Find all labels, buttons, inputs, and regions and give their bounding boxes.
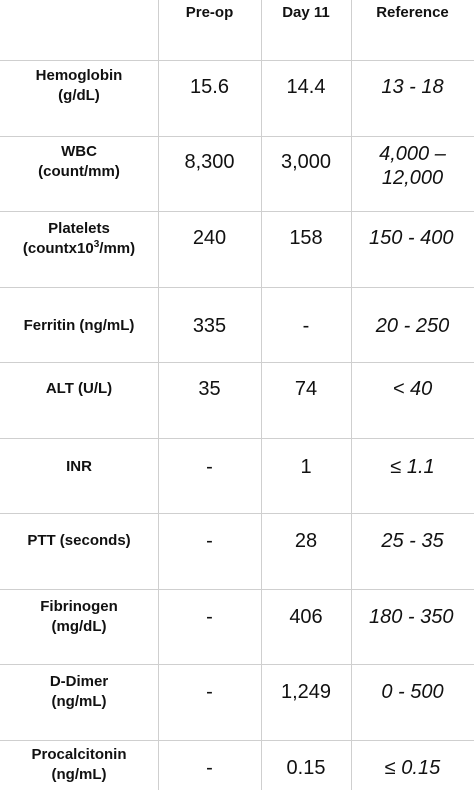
table-cell-preop: - [206,605,213,628]
label-line: WBC [61,143,97,160]
table-cell-day11: 74 [294,377,318,400]
table-cell-reference: 0 - 500 [381,681,444,703]
table-cell-preop: 15.6 [190,75,229,98]
row-label-inr: INR [66,458,92,475]
label-line: D-Dimer [49,673,109,690]
table-cell-reference: 150 - 400 [369,227,454,249]
table-cell-day11: 406 [289,605,323,628]
superscript: 3 [93,239,100,250]
table-cell-preop: - [206,529,213,552]
table-cell-preop: - [206,455,213,478]
row-label-ptt: PTT (seconds) [27,532,131,549]
label-line: Platelets [48,220,110,237]
reference-line: 4,000 – [379,143,446,165]
table-cell-day11: 3,000 [280,150,332,173]
table-cell-reference: < 40 [392,378,433,400]
label-line: (ng/mL) [51,766,107,783]
table-cell-day11: 1,249 [280,680,332,703]
table-cell-day11: - [302,314,310,337]
table-cell-day11: 0.15 [286,756,326,779]
table-cell-reference: 25 - 35 [381,530,444,552]
label-line: Procalcitonin [31,746,127,763]
table-cell-preop: - [206,756,213,779]
table-cell-day11: 14.4 [286,75,326,98]
table-cell-preop: 35 [198,377,221,400]
row-label-alt: ALT (U/L) [45,380,113,397]
table-cell-reference [351,136,474,196]
table-cell-reference: ≤ 0.15 [384,757,441,779]
row-label-fibrinogen [0,589,158,645]
table-cell-day11: 28 [294,529,318,552]
table-cell-preop: 335 [192,314,227,337]
label-line: /mm) [99,240,136,257]
table-cell-day11: 158 [289,226,323,249]
column-header-preop: Pre-op [185,4,234,21]
table-cell-preop: 8,300 [184,150,235,173]
label-line: Fibrinogen [40,598,118,615]
row-label-wbc [0,136,158,188]
row-label-ferritin: Ferritin (ng/mL) [23,317,135,334]
label-line: (mg/dL) [51,618,107,635]
table-cell-day11: 1 [300,455,312,478]
row-label-d-dimer [0,664,158,720]
column-header-reference: Reference [376,4,449,21]
label-line: (countx10 [22,240,94,257]
row-label-procalcitonin [0,740,158,790]
label-line: (ng/mL) [51,693,107,710]
reference-line: 12,000 [381,167,444,189]
table-cell-reference: ≤ 1.1 [390,456,435,478]
row-label-platelets [0,211,158,267]
table-cell-reference: 20 - 250 [375,315,450,337]
column-header-day11: Day 11 [282,4,330,21]
table-cell-reference: 13 - 18 [381,76,444,98]
label-line: (count/mm) [38,163,120,180]
table-cell-reference: 180 - 350 [369,606,454,628]
label-line: (g/dL) [58,87,100,104]
row-label-hemoglobin [0,60,158,112]
table-cell-preop: - [206,680,213,703]
table-cell-preop: 240 [192,226,227,249]
label-line: Hemoglobin [35,67,123,84]
